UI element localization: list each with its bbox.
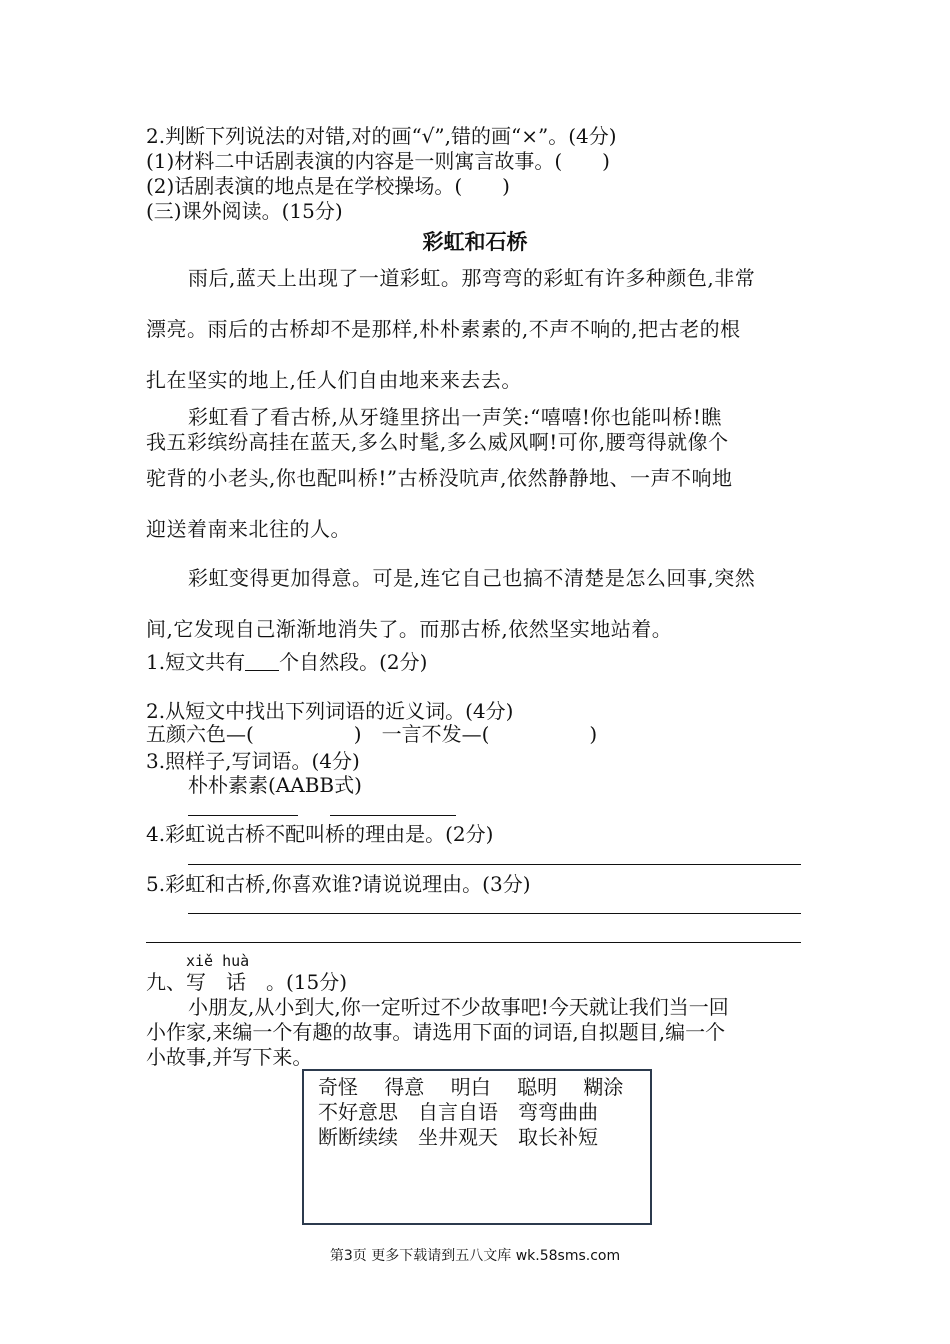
story-p2-line1: 彩虹看了看古桥,从牙缝里挤出一声笑:“嘻嘻!你也能叫桥!瞧: [188, 405, 722, 429]
section-nine-title: 九、写 话 。(15分): [146, 970, 348, 994]
question-3: 3.照样子,写词语。(4分): [146, 749, 360, 773]
story-p3-line2: 间,它发现自己渐渐地消失了。而那古桥,依然坚实地站着。: [146, 617, 673, 641]
q2-judge-item-2: (2)话剧表演的地点是在学校操场。( ): [146, 174, 510, 198]
page-footer: 第3页 更多下载请到五八文库 wk.58sms.com: [329, 1248, 621, 1264]
q2-judge-item-1: (1)材料二中话剧表演的内容是一则寓言故事。( ): [146, 149, 610, 173]
answer-line-q3-b[interactable]: [330, 815, 456, 816]
question-5: 5.彩虹和古桥,你喜欢谁?请说说理由。(3分): [146, 872, 531, 896]
section-nine-line2: 小作家,来编一个有趣的故事。请选用下面的词语,自拟题目,编一个: [146, 1020, 726, 1044]
answer-blank-paragraph-count[interactable]: [245, 652, 279, 671]
answer-line-q4[interactable]: [188, 864, 801, 865]
story-p1-line3: 扎在坚实的地上,任人们自由地来来去去。: [146, 368, 522, 392]
question-1-prefix: 1.短文共有: [146, 650, 246, 674]
answer-line-q3-a[interactable]: [188, 815, 298, 816]
word-bank-row-2: 不好意思 自言自语 弯弯曲曲: [318, 1100, 598, 1124]
question-1: [146, 650, 427, 674]
story-p1-line2: 漂亮。雨后的古桥却不是那样,朴朴素素的,不声不响的,把古老的根: [146, 317, 741, 341]
story-p3-line1: 彩虹变得更加得意。可是,连它自己也搞不清楚是怎么回事,突然: [188, 566, 756, 590]
word-bank-row-3: 断断续续 坐井观天 取长补短: [318, 1125, 598, 1149]
answer-line-q5-a[interactable]: [188, 913, 801, 914]
word-bank-row-1: 奇怪 得意 明白 聪明 糊涂: [318, 1075, 624, 1099]
story-p2-line3: 驼背的小老头,你也配叫桥!”古桥没吭声,依然静静地、一声不响地: [146, 466, 733, 490]
part3-title: (三)课外阅读。(15分): [146, 199, 343, 223]
story-p2-line2: 我五彩缤纷高挂在蓝天,多么时髦,多么威风啊!可你,腰弯得就像个: [146, 430, 729, 454]
answer-line-q5-b[interactable]: [146, 942, 801, 943]
question-1-suffix: 个自然段。(2分): [279, 650, 428, 674]
question-2-words: 五颜六色—( ) 一言不发—( ): [146, 722, 598, 746]
question-3-example: 朴朴素素(AABB式): [188, 773, 362, 797]
section-nine-line3: 小故事,并写下来。: [146, 1045, 313, 1069]
q2-judge-title: 2.判断下列说法的对错,对的画“√”,错的画“×”。(4分): [146, 124, 617, 148]
question-2: 2.从短文中找出下列词语的近义词。(4分): [146, 699, 514, 723]
story-p1-line1: 雨后,蓝天上出现了一道彩虹。那弯弯的彩虹有许多种颜色,非常: [188, 266, 756, 290]
story-p2-line4: 迎送着南来北往的人。: [146, 517, 351, 541]
story-title: 彩虹和石桥: [422, 230, 528, 254]
pinyin-annotation: xiě huà: [186, 952, 250, 970]
question-4: 4.彩虹说古桥不配叫桥的理由是。(2分): [146, 822, 494, 846]
section-nine-line1: 小朋友,从小到大,你一定听过不少故事吧!今天就让我们当一回: [188, 995, 729, 1019]
